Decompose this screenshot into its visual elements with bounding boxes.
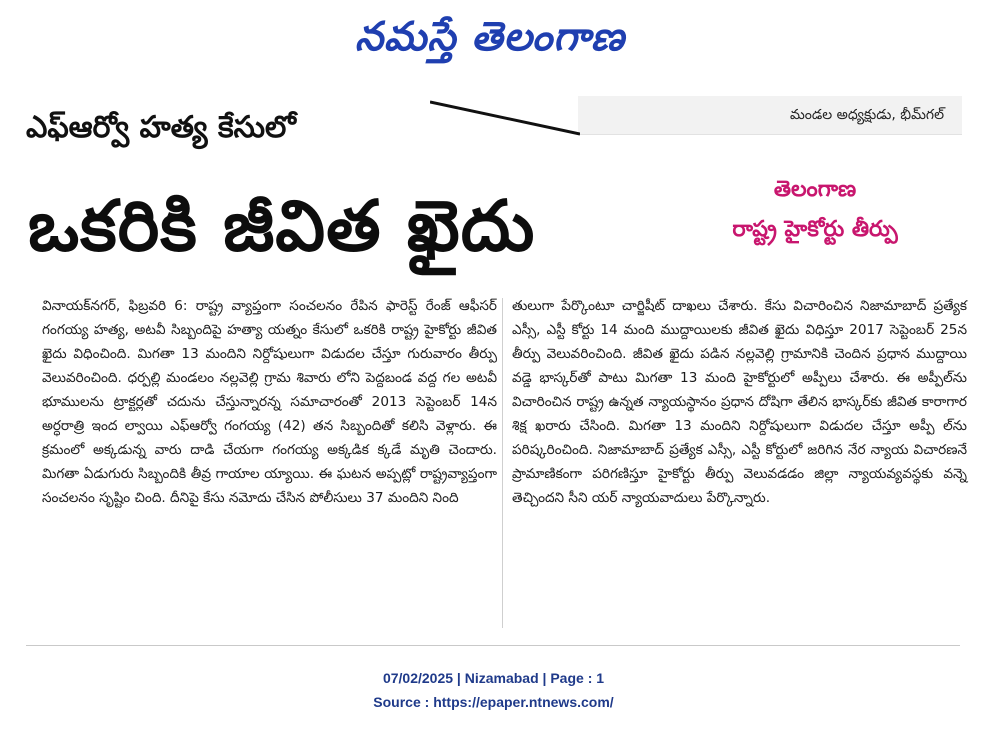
author-credit: మండల అధ్యక్షుడు, భీమ్‌గల్ (790, 107, 944, 123)
article-headline: ఒకరికి జీవిత ఖైదు (28, 185, 536, 267)
credit-box (578, 96, 962, 135)
column-divider (502, 298, 503, 628)
footer-rule (26, 645, 960, 646)
subhead-line-2: రాష్ట్ర హైకోర్టు తీర్పు (732, 217, 898, 242)
footer-edition-line: 07/02/2025 | Nizamabad | Page : 1 (382, 670, 605, 686)
masthead-title: నమస్తే తెలంగాణ (354, 13, 626, 60)
footer-source-line: Source : https://epaper.ntnews.com/ (373, 694, 614, 710)
article-column-right: తులుగా పేర్కొంటూ చార్జిషీట్‌ దాఖలు చేశారు. కేసు విచారించిన నిజామాబాద్‌ ప్రత్యేక ఎస్సీ, ఎస్టీ కోర్టు 14 మంది ముద్దాయిలకు జీవిత ఖైదు విధిస్తూ 2017 సెప్టెంబర్‌ 25న తీర్పు వెలువరించింది. జీవిత ఖైదు పడిన నల్లవెల్లి గ్రామానికి చెందిన ప్రధాన ముద్దాయి వడ్డె భాస్కర్‌తో పాటు మిగతా 13 మంది హైకోర్టులో అప్పీలు చేశారు. ఈ అప్పీల్‌ను విచారించిన రాష్ట్ర ఉన్నత న్యాయస్థానం ప్రధాన దోషిగా తేలిన భాస్కర్‌కు జీవిత కారాగార శిక్ష ఖరారు చేసింది. మిగతా 13 మందిని నిర్దోషులుగా విడుదల చేస్తూ అప్పీ ల్‌ను పరిష్కరించింది. నిజామాబాద్‌ ప్రత్యేక ఎస్సీ, ఎస్టీ కోర్టులో జరిగిన నేర న్యాయ విచారణనే ప్రామాణికంగా పరిగణిస్తూ హైకోర్టు తీర్పు వెలువడడం జిల్లా న్యాయవ్యవస్థకు వన్నె తెచ్చిందని సీని యర్‌ న్యాయవాదులు పేర్కొన్నారు. (512, 298, 967, 506)
article-column-left: వినాయక్‌నగర్‌, ఫిబ్రవరి 6: రాష్ట్ర వ్యాప్తంగా సంచలనం రేపిన ఫారెస్ట్‌ రేంజ్‌ ఆఫీసర్‌ గంగయ్య హత్య, అటవీ సిబ్బందిపై హత్యా యత్నం కేసులో ఒకరికి రాష్ట్ర హైకోర్టు జీవిత ఖైదు విధించింది. మిగతా 13 మందిని నిర్దోషులుగా విడుదల చేస్తూ గురువారం తీర్పు వెలువరించింది. ధర్పల్లి మండలం నల్లవెల్లి గ్రామ శివారు లోని పెద్దబండ వద్ద గల అటవీ భూములను ట్రాక్టర్లతో చదును చేస్తున్నారన్న సమాచారంతో 2013 సెప్టెంబర్‌ 14న అర్ధరాత్రి ఇంద ల్వాయి ఎఫ్‌ఆర్వో గంగయ్య (42) తన సిబ్బందితో కలిసి వెళ్లారు. ఈ క్రమంలో అక్కడున్న వారు దాడి చేయగా గంగయ్య అక్కడిక క్కడే మృతి చెందారు. మిగతా ఏడుగురు సిబ్బందికి తీవ్ర గాయాల య్యాయి. ఈ ఘటన అప్పట్లో రాష్ట్రవ్యాప్తంగా సంచలనం సృష్టిం చింది. దీనిపై కేసు నమోదు చేసిన పోలీసులు 37 మందిని నింది (42, 298, 497, 506)
article-kicker: ఎఫ్‌ఆర్వో హత్య కేసులో (26, 110, 296, 145)
subhead-line-1: తెలంగాణ (773, 177, 857, 202)
